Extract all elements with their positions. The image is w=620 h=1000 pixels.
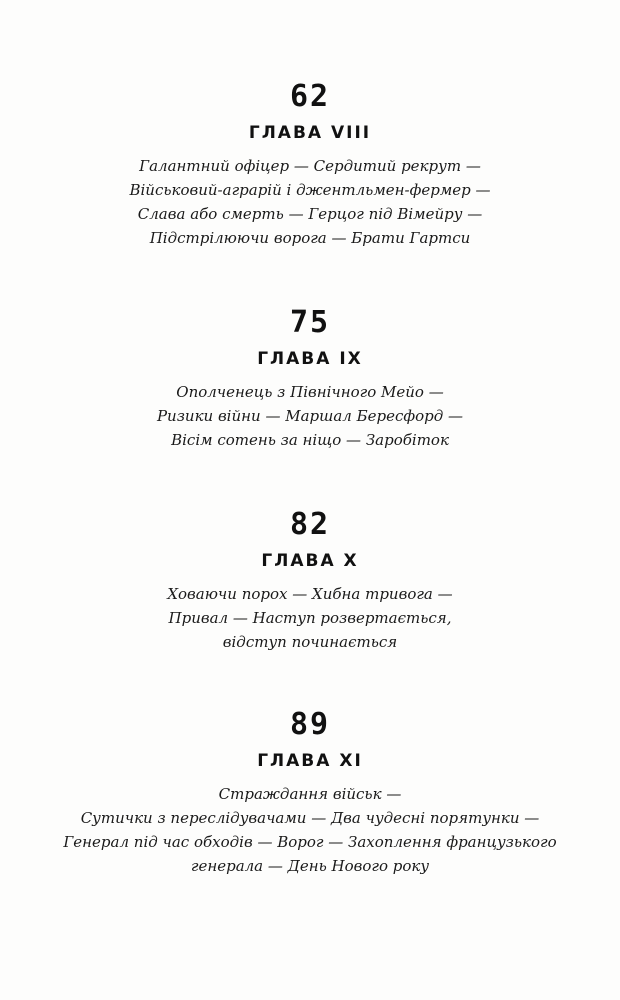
chapter-entry-viii	[0, 80, 620, 250]
chapter-summary	[0, 782, 620, 878]
chapter-summary-line: Слава або смерть — Герцог під Вімейру —	[137, 205, 483, 223]
chapter-title: ГЛАВА X	[261, 551, 359, 571]
chapter-entry-xi	[0, 708, 620, 878]
chapter-summary-line: Страждання військ —	[218, 785, 402, 803]
chapter-summary-line: Вісім сотень за ніщо — Заробіток	[171, 431, 449, 449]
chapter-summary-line: Привал — Наступ розвертається,	[168, 609, 452, 627]
chapter-summary-line: Військовий-аграрій і джентльмен-фермер —	[129, 181, 491, 199]
chapter-title: ГЛАВА VIII	[248, 123, 372, 143]
chapter-summary-line: Ховаючи порох — Хибна тривога —	[167, 585, 453, 603]
chapter-summary-line: Ополченець з Північного Мейо —	[176, 383, 444, 401]
chapter-summary-line: Генерал під час обходів — Ворог — Захоплення французького	[63, 833, 557, 851]
chapter-summary	[0, 582, 620, 654]
chapter-page-number: 62	[289, 79, 331, 114]
chapter-page-number: 89	[289, 707, 331, 742]
chapter-page-number: 75	[289, 305, 331, 340]
chapter-summary-line: Сутички з переслідувачами — Два чудесні порятунки —	[80, 809, 540, 827]
chapter-entry-ix	[0, 306, 620, 452]
chapter-title: ГЛАВА XI	[257, 751, 363, 771]
chapter-title: ГЛАВА IX	[257, 349, 363, 369]
chapter-summary-line: генерала — День Нового року	[190, 857, 430, 875]
chapter-entry-x	[0, 508, 620, 654]
chapter-page-number: 82	[289, 507, 331, 542]
chapter-summary	[0, 380, 620, 452]
chapter-summary-line: Підстрілюючи ворога — Брати Гартси	[149, 229, 471, 247]
chapter-summary-line: Галантний офіцер — Сердитий рекрут —	[139, 157, 481, 175]
chapter-summary-line: відступ починається	[222, 633, 398, 651]
chapter-summary-line: Ризики війни — Маршал Бересфорд —	[156, 407, 464, 425]
chapter-summary	[0, 154, 620, 250]
